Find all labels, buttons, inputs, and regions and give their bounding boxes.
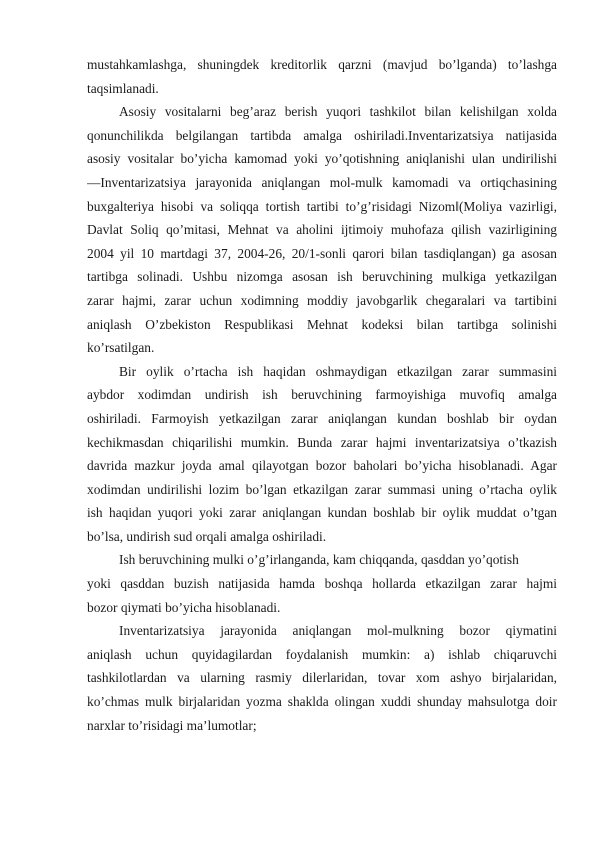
- text-line: Bir oylik o’rtacha ish haqidan oshmaydigan etkazilgan zarar summasini: [119, 363, 557, 379]
- text-line: mustahkamlashga, shuningdek kreditorlik qarzni (mavjud bo’lganda) to’lashga: [87, 57, 557, 72]
- text-line: davrida mazkur joyda amal qilayotgan bozor baholari bo’yicha hisoblanadi. Agar: [87, 458, 557, 474]
- text-line: 2004 yil 10 martdagi 37, 2004-26, 20/1-sonli qarori bilan tasdiqlangan) ga asosan: [87, 245, 557, 261]
- paragraph-4: [87, 548, 557, 572]
- text-line: narxlar to’risidagi ma’lumotlar;: [87, 717, 257, 733]
- paragraph-2: [87, 100, 557, 360]
- paragraph-3: [87, 360, 557, 549]
- text-line: Inventarizatsiya jarayonida aniqlangan mol-mulkning bozor qiymatini: [119, 623, 557, 639]
- text-line: Davlat Soliq qo’mitasi, Mehnat va aholini ijtimoiy muhofaza qilish vazirligining: [87, 222, 557, 238]
- text-line: buxgalteriya hisobi va soliqqa tortish tartibi to’g’risidagi Nizom‖(Moliya vazirligi,: [87, 198, 557, 214]
- text-line: tashkilotlardan va ularning rasmiy dilerlaridan, tovar xom ashyo birjalaridan,: [87, 670, 557, 686]
- text-line: yoki qasddan buzish natijasida hamda boshqa hollarda etkazilgan zarar hajmi: [87, 576, 557, 592]
- text-line: Asosiy vositalarni beg’araz berish yuqori tashkilot bilan kelishilgan xolda: [119, 104, 557, 120]
- text-line: aybdor xodimdan undirish ish beruvchining farmoyishiga muvofiq amalga: [87, 387, 557, 403]
- text-line: bozor qiymati bo’yicha hisoblanadi.: [87, 599, 281, 615]
- text-line: bo’lsa, undirish sud orqali amalga oshiriladi.: [87, 528, 327, 544]
- text-line: ko’chmas mulk birjalaridan yozma shaklda olingan xuddi shunday mahsulotga doir: [87, 694, 557, 710]
- text-line: ―Inventarizatsiya jarayonida aniqlangan mol-mulk kamomadi va ortiqchasining: [87, 174, 557, 190]
- text-line: ko’rsatilgan.: [87, 340, 155, 356]
- text-line: tartibga solinadi. Ushbu nizomga asosan ish beruvchining mulkiga yetkazilgan: [87, 269, 557, 285]
- document-body: [87, 53, 557, 737]
- paragraph-6: [87, 619, 557, 737]
- text-line: taqsimlanadi.: [87, 80, 159, 96]
- text-line: aniqlash O’zbekiston Respublikasi Mehnat kodeksi bilan tartibga solinishi: [87, 316, 557, 332]
- text-line: asosiy vositalar bo’yicha kamomad yoki yo’qotishning aniqlanishi ulan undirilishi: [87, 151, 557, 167]
- text-line: kechikmasdan chiqarilishi mumkin. Bunda zarar hajmi inventarizatsiya o’tkazish: [87, 434, 557, 450]
- paragraph-5: [87, 572, 557, 619]
- text-line: qonunchilikda belgilangan tartibda amalga oshiriladi.Inventarizatsiya natijasida: [87, 127, 557, 143]
- text-line: Ish beruvchining mulki o’g’irlanganda, kam chiqqanda, qasddan yo’qotish: [119, 552, 519, 568]
- text-line: aniqlash uchun quyidagilardan foydalanish mumkin: a) ishlab chiqaruvchi: [87, 646, 557, 662]
- text-line: zarar hajmi, zarar uchun xodimning moddiy javobgarlik chegaralari va tartibini: [87, 292, 557, 308]
- paragraph-1: [87, 53, 557, 100]
- text-line: oshiriladi. Farmoyish yetkazilgan zarar aniqlangan kundan boshlab bir oydan: [87, 410, 557, 426]
- text-line: xodimdan undirilishi lozim bo’lgan etkazilgan zarar summasi uning o’rtacha oylik: [87, 481, 557, 497]
- text-line: ish haqidan yuqori yoki zarar aniqlangan kundan boshlab bir oylik muddat o’tgan: [87, 505, 557, 521]
